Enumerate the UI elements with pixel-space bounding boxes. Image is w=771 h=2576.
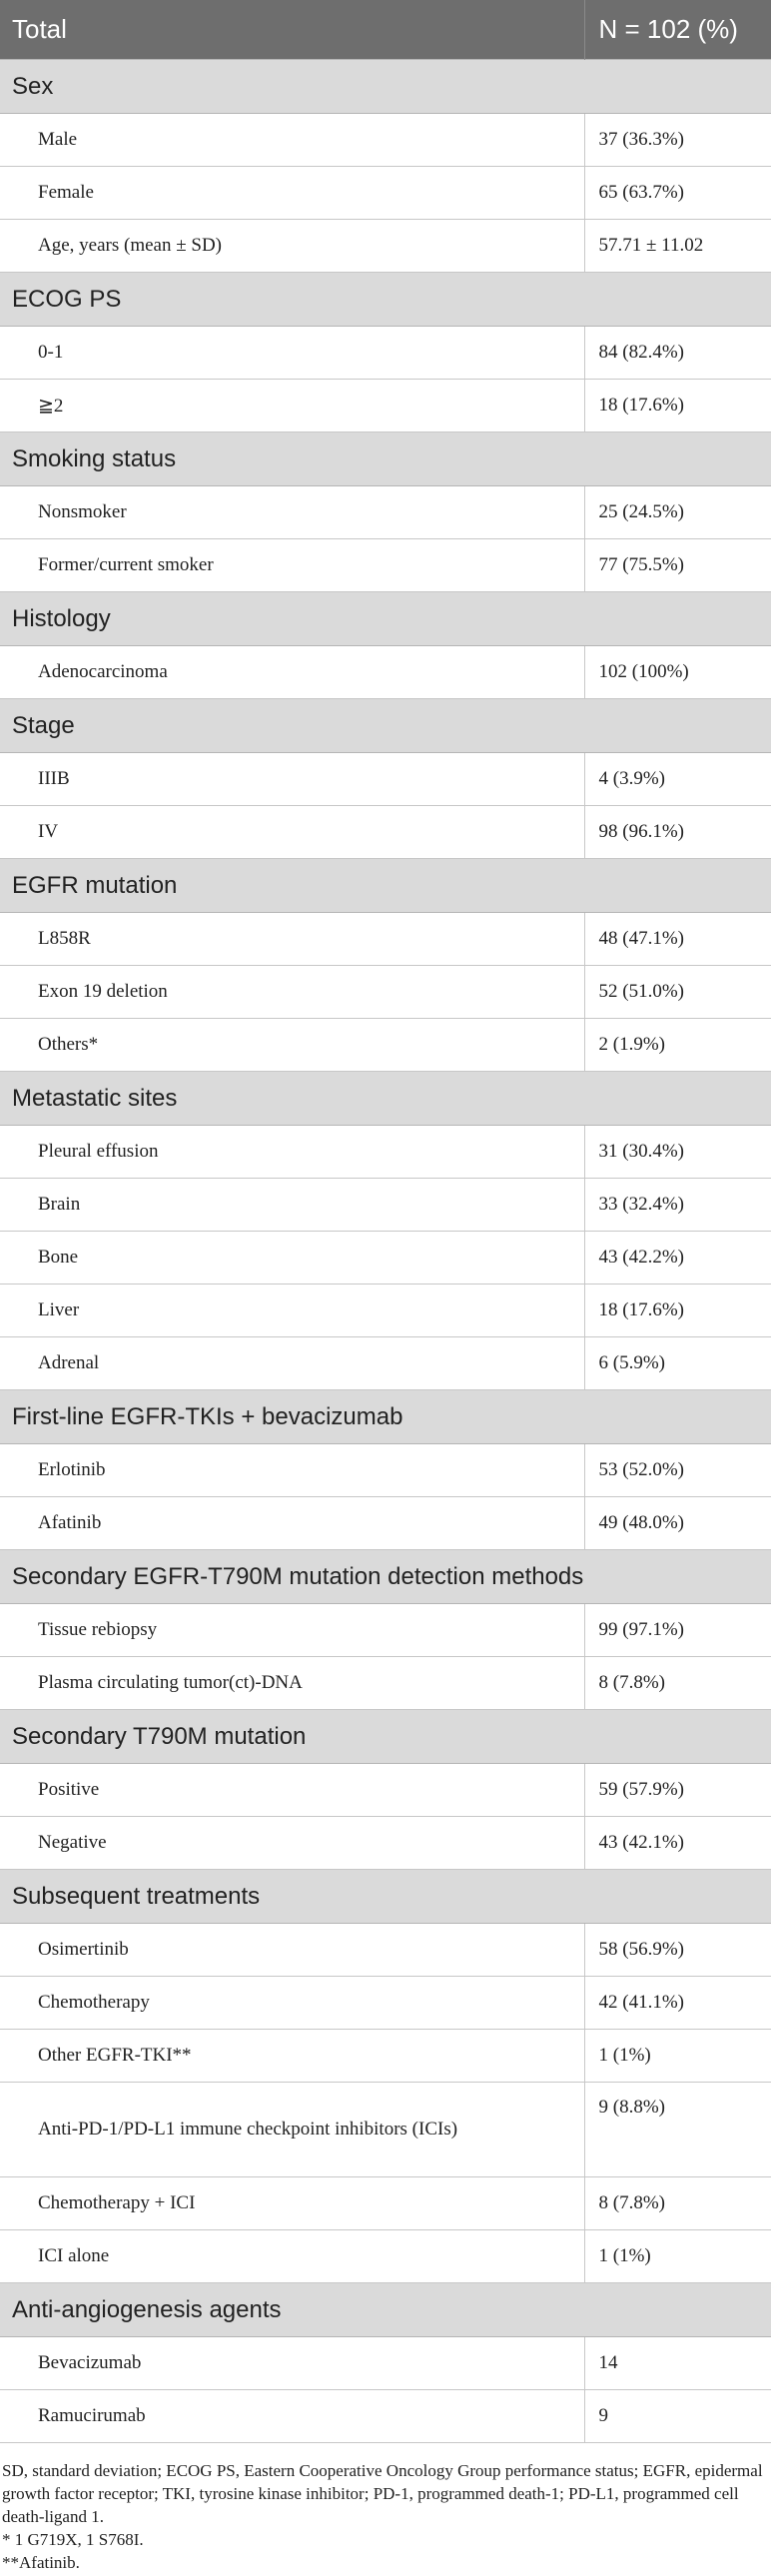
row-label: IIIB <box>0 753 584 806</box>
section-header-row <box>0 1550 771 1604</box>
row-value: 18 (17.6%) <box>584 1285 771 1337</box>
row-label: Others* <box>0 1019 584 1072</box>
footnote: SD, standard deviation; ECOG PS, Eastern Cooperative Oncology Group performance status; EGFR, epidermal growth factor receptor; TKI, tyrosine kinase inhibitor; PD-1, programmed death-1; PD-L1, programmed cell death-ligand 1. <box>2 2461 763 2526</box>
table-row <box>0 1232 771 1285</box>
row-label: IV <box>0 806 584 859</box>
row-label: 0-1 <box>0 327 584 380</box>
footnote: * 1 G719X, 1 S768I. <box>2 2530 144 2549</box>
row-value: 6 (5.9%) <box>584 1337 771 1390</box>
section-header-row <box>0 60 771 114</box>
row-value: 42 (41.1%) <box>584 1977 771 2030</box>
row-label: Nonsmoker <box>0 486 584 539</box>
table-row <box>0 2177 771 2230</box>
row-value: 99 (97.1%) <box>584 1604 771 1657</box>
section-title: Secondary T790M mutation <box>0 1710 771 1764</box>
section-header-row <box>0 1710 771 1764</box>
table-row <box>0 1285 771 1337</box>
row-value: 77 (75.5%) <box>584 539 771 592</box>
row-label: Other EGFR-TKI** <box>0 2030 584 2083</box>
table-row <box>0 1977 771 2030</box>
row-label: Osimertinib <box>0 1924 584 1977</box>
row-value: 98 (96.1%) <box>584 806 771 859</box>
row-value: 48 (47.1%) <box>584 913 771 966</box>
footnote: **Afatinib. <box>2 2553 80 2572</box>
table-row <box>0 327 771 380</box>
row-value: 102 (100%) <box>584 646 771 699</box>
table-footnotes <box>0 2443 771 2574</box>
row-label: Female <box>0 167 584 220</box>
row-label: Chemotherapy + ICI <box>0 2177 584 2230</box>
row-label: Afatinib <box>0 1497 584 1550</box>
row-value: 37 (36.3%) <box>584 114 771 167</box>
table-row <box>0 1019 771 1072</box>
row-label: L858R <box>0 913 584 966</box>
table-row <box>0 1337 771 1390</box>
row-value: 65 (63.7%) <box>584 167 771 220</box>
row-label: Chemotherapy <box>0 1977 584 2030</box>
row-label: Adrenal <box>0 1337 584 1390</box>
row-label: Brain <box>0 1179 584 1232</box>
row-label: Male <box>0 114 584 167</box>
row-value: 53 (52.0%) <box>584 1444 771 1497</box>
table-row <box>0 1179 771 1232</box>
row-value: 8 (7.8%) <box>584 2177 771 2230</box>
table-row <box>0 114 771 167</box>
row-label: Adenocarcinoma <box>0 646 584 699</box>
row-value: 2 (1.9%) <box>584 1019 771 1072</box>
row-label: Exon 19 deletion <box>0 966 584 1019</box>
section-title: Subsequent treatments <box>0 1870 771 1924</box>
section-title: Stage <box>0 699 771 753</box>
section-header-row <box>0 2283 771 2337</box>
table-row <box>0 913 771 966</box>
section-title: Secondary EGFR-T790M mutation detection methods <box>0 1550 771 1604</box>
row-value: 58 (56.9%) <box>584 1924 771 1977</box>
row-label: Anti-PD-1/PD-L1 immune checkpoint inhibitors (ICIs) <box>0 2083 584 2177</box>
table-row <box>0 806 771 859</box>
table-row <box>0 1924 771 1977</box>
section-header-row <box>0 859 771 913</box>
row-label: Liver <box>0 1285 584 1337</box>
section-title: Histology <box>0 592 771 646</box>
section-header-row <box>0 1390 771 1444</box>
row-value: 18 (17.6%) <box>584 380 771 432</box>
table-row <box>0 1604 771 1657</box>
row-value: 33 (32.4%) <box>584 1179 771 1232</box>
table-row <box>0 220 771 273</box>
row-value: 52 (51.0%) <box>584 966 771 1019</box>
section-header-row <box>0 1870 771 1924</box>
table-row <box>0 2337 771 2390</box>
section-header-row <box>0 592 771 646</box>
header-n: N = 102 (%) <box>584 0 771 60</box>
table-row <box>0 1444 771 1497</box>
table-header-row <box>0 0 771 60</box>
row-value: 9 <box>584 2390 771 2443</box>
row-label: Erlotinib <box>0 1444 584 1497</box>
row-value: 31 (30.4%) <box>584 1126 771 1179</box>
section-header-row <box>0 432 771 486</box>
section-title: EGFR mutation <box>0 859 771 913</box>
table-row <box>0 380 771 432</box>
table-row <box>0 753 771 806</box>
table-row <box>0 2083 771 2177</box>
row-value: 57.71 ± 11.02 <box>584 220 771 273</box>
table-row <box>0 1657 771 1710</box>
row-label: Ramucirumab <box>0 2390 584 2443</box>
row-label: ≧2 <box>0 380 584 432</box>
section-title: First-line EGFR-TKIs + bevacizumab <box>0 1390 771 1444</box>
row-label: Positive <box>0 1764 584 1817</box>
row-label: Bevacizumab <box>0 2337 584 2390</box>
row-value: 4 (3.9%) <box>584 753 771 806</box>
table-row <box>0 646 771 699</box>
row-label: Age, years (mean ± SD) <box>0 220 584 273</box>
row-value: 14 <box>584 2337 771 2390</box>
table-row <box>0 1497 771 1550</box>
table-row <box>0 966 771 1019</box>
section-header-row <box>0 1072 771 1126</box>
row-label: Pleural effusion <box>0 1126 584 1179</box>
section-title: Smoking status <box>0 432 771 486</box>
row-value: 1 (1%) <box>584 2230 771 2283</box>
row-value: 49 (48.0%) <box>584 1497 771 1550</box>
table-row <box>0 1817 771 1870</box>
section-header-row <box>0 699 771 753</box>
row-label: Tissue rebiopsy <box>0 1604 584 1657</box>
table-body <box>0 60 771 2443</box>
section-title: ECOG PS <box>0 273 771 327</box>
table-row <box>0 1764 771 1817</box>
row-value: 43 (42.2%) <box>584 1232 771 1285</box>
table-row <box>0 486 771 539</box>
row-label: Negative <box>0 1817 584 1870</box>
row-label: Former/current smoker <box>0 539 584 592</box>
row-value: 43 (42.1%) <box>584 1817 771 1870</box>
row-label: Bone <box>0 1232 584 1285</box>
table-row <box>0 2390 771 2443</box>
section-title: Metastatic sites <box>0 1072 771 1126</box>
table-row <box>0 2230 771 2283</box>
row-value: 1 (1%) <box>584 2030 771 2083</box>
table-row <box>0 1126 771 1179</box>
section-title: Anti-angiogenesis agents <box>0 2283 771 2337</box>
table-row <box>0 2030 771 2083</box>
section-title: Sex <box>0 60 771 114</box>
row-value: 8 (7.8%) <box>584 1657 771 1710</box>
row-label: Plasma circulating tumor(ct)-DNA <box>0 1657 584 1710</box>
row-value: 84 (82.4%) <box>584 327 771 380</box>
header-total: Total <box>0 0 584 60</box>
row-value: 59 (57.9%) <box>584 1764 771 1817</box>
section-header-row <box>0 273 771 327</box>
row-label: ICI alone <box>0 2230 584 2283</box>
row-value: 9 (8.8%) <box>584 2083 771 2177</box>
table-row <box>0 167 771 220</box>
table-row <box>0 539 771 592</box>
row-value: 25 (24.5%) <box>584 486 771 539</box>
